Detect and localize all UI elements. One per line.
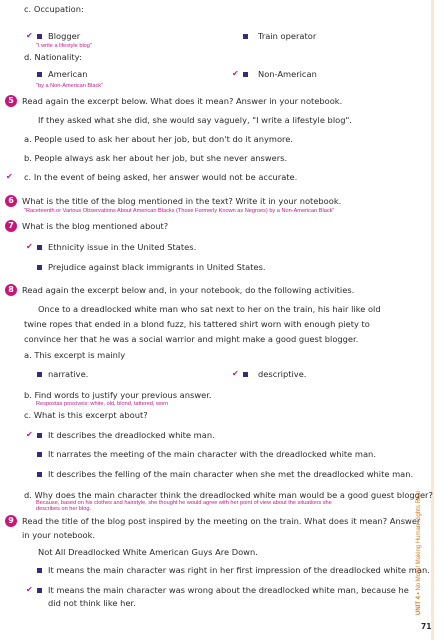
q5-option-b: b. People always ask her about her job, but she never answers. [24, 153, 288, 163]
q8-item-d-answer-line-2: describes on her blog. [36, 506, 92, 512]
q5-prompt: Read again the excerpt below. What does it mean? Answer in your notebook. [22, 96, 343, 106]
q8-item-d: d. Why does the main character think the dreadlocked white man would be a good guest blogger? [24, 490, 433, 500]
checkbox-q9-opt2[interactable] [37, 588, 42, 593]
q9-prompt-line-2: in your notebook. [22, 530, 96, 540]
q7-option-2: Prejudice against black immigrants in United States. [48, 262, 266, 272]
q8-item-b-answer: Respostas possíveis: white, old, blond, tattered, worn [36, 401, 169, 407]
q9-option-2-line-2: did not think like her. [48, 598, 136, 608]
q8-prompt: Read again the excerpt below and, in your notebook, do the following activities. [22, 285, 355, 295]
q5-excerpt: If they asked what she did, she would say vaguely, "I write a lifestyle blog". [38, 115, 352, 125]
q9-option-1: It means the main character was right in her first impression of the dreadlocked white man. [48, 565, 430, 575]
option-narrative: narrative. [48, 369, 89, 379]
answer-note-blogger: "I write a lifestyle blog" [36, 43, 92, 49]
checkbox-blogger[interactable] [37, 34, 42, 39]
q8-item-d-answer-line-1: Because, based on his clothes and hairstyle, she thought he would agree with her point of view about the situations she [36, 500, 332, 506]
occupation-label: c. Occupation: [24, 4, 84, 14]
nationality-label: d. Nationality: [24, 52, 82, 62]
question-number-6: 6 [5, 195, 17, 207]
q7-option-1: Ethnicity issue in the United States. [48, 242, 197, 252]
q8-item-b: b. Find words to justify your previous answer. [24, 390, 212, 400]
page-number: 71 [421, 622, 432, 631]
answer-note-nationality: "by a Non-American Black" [36, 83, 104, 89]
checkbox-non-american[interactable] [243, 72, 248, 77]
checkbox-train-operator[interactable] [243, 34, 248, 39]
question-number-5: 5 [5, 95, 17, 107]
check-mark-icon: ✔ [6, 172, 13, 181]
checkbox-c-opt1[interactable] [37, 433, 42, 438]
checkbox-descriptive[interactable] [243, 372, 248, 377]
option-non-american: Non-American [258, 69, 317, 79]
q5-option-a: a. People used to ask her about her job, but don't do it anymore. [24, 134, 294, 144]
q5-option-c: c. In the event of being asked, her answer would not be accurate. [24, 172, 298, 182]
check-mark-icon: ✔ [26, 585, 33, 594]
q8-item-c: c. What is this excerpt about? [24, 410, 148, 420]
check-mark-icon: ✔ [26, 31, 33, 40]
q6-prompt: What is the title of the blog mentioned in the text? Write it in your notebook. [22, 196, 342, 206]
checkbox-narrative[interactable] [37, 372, 42, 377]
checkbox-q7-opt1[interactable] [37, 245, 42, 250]
option-american: American [48, 69, 88, 79]
checkbox-american[interactable] [37, 72, 42, 77]
unit-title: No More! Making Human Rights Real [416, 491, 422, 593]
checkbox-c-opt2[interactable] [37, 452, 42, 457]
q8-excerpt-line-1: Once to a dreadlocked white man who sat next to her on the train, his hair like old [38, 304, 381, 314]
side-color-stripe [431, 0, 434, 640]
checkbox-c-opt3[interactable] [37, 472, 42, 477]
q9-option-2-line-1: It means the main character was wrong about the dreadlocked white man, because he [48, 585, 409, 595]
option-blogger: Blogger [48, 31, 81, 41]
checkbox-q7-opt2[interactable] [37, 265, 42, 270]
q6-answer: "Raceteenth or Various Observations About American Blacks (Those Formerly Known as Negroes) by a Non-American Black" [24, 208, 335, 214]
option-train-operator: Train operator [258, 31, 317, 41]
q8-excerpt-line-2: twine ropes that ended in a blond fuzz, his tattered shirt worn with enough piety to [24, 319, 370, 329]
q8-c-option-1: It describes the dreadlocked white man. [48, 430, 215, 440]
check-mark-icon: ✔ [232, 369, 239, 378]
q9-blog-title: Not All Dreadlocked White American Guys Are Down. [38, 547, 258, 557]
running-title [416, 491, 422, 615]
option-descriptive: descriptive. [258, 369, 307, 379]
check-mark-icon: ✔ [26, 242, 33, 251]
q8-item-a: a. This excerpt is mainly [24, 350, 126, 360]
q8-c-option-2: It narrates the meeting of the main character with the dreadlocked white man. [48, 449, 376, 459]
q9-prompt-line-1: Read the title of the blog post inspired by the meeting on the train. What does it mean? Answer [22, 516, 421, 526]
unit-label: UNIT 4 • [416, 592, 422, 615]
q8-c-option-3: It describes the felling of the main character when she met the dreadlocked white man. [48, 469, 414, 479]
question-number-9: 9 [5, 515, 17, 527]
q8-excerpt-line-3: convince her that he was a social warrior and might make a good guest blogger. [24, 334, 359, 344]
question-number-8: 8 [5, 284, 17, 296]
checkbox-q9-opt1[interactable] [37, 568, 42, 573]
check-mark-icon: ✔ [26, 430, 33, 439]
q7-prompt: What is the blog mentioned about? [22, 221, 169, 231]
question-number-7: 7 [5, 220, 17, 232]
check-mark-icon: ✔ [232, 69, 239, 78]
